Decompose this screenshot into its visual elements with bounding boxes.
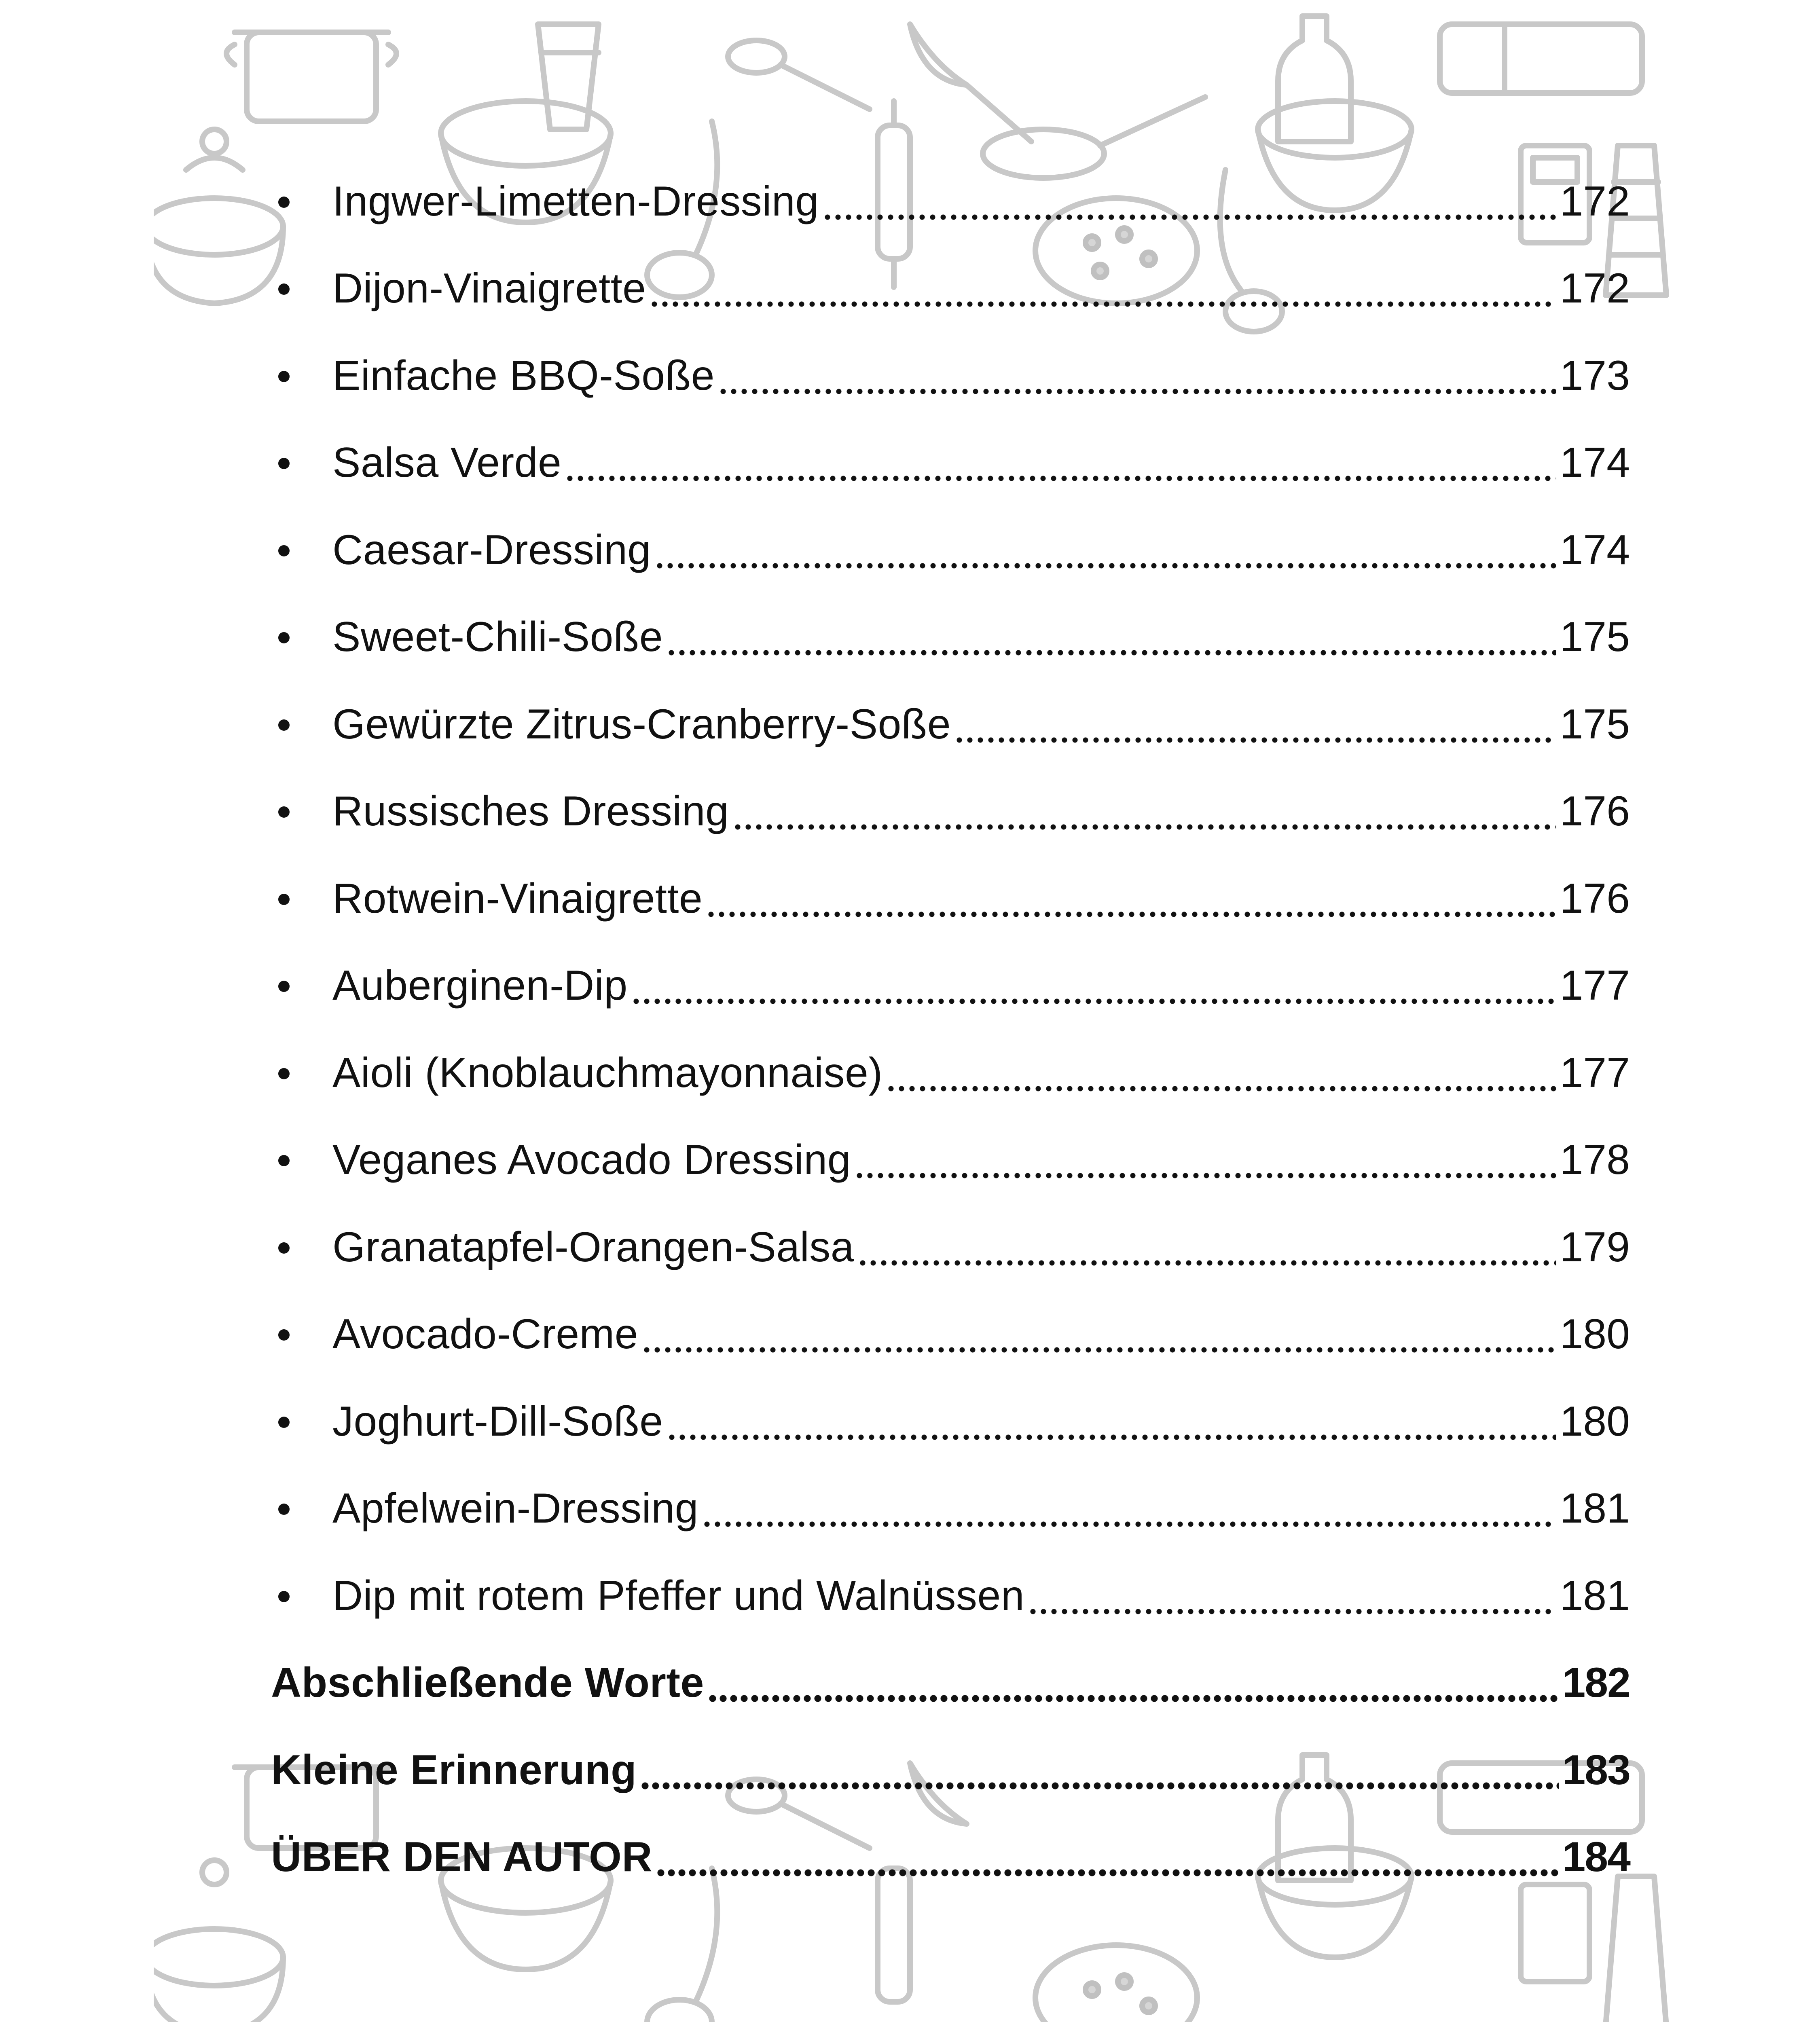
toc-entry-page: 176	[1560, 875, 1630, 922]
toc-entry-page: 177	[1560, 962, 1630, 1009]
toc-heading-page: 183	[1562, 1746, 1630, 1794]
bullet-icon	[278, 1504, 290, 1515]
toc-entry[interactable]	[271, 158, 1630, 245]
toc-entry[interactable]	[271, 1552, 1630, 1639]
toc-entry-title: Salsa Verde	[332, 439, 562, 486]
toc-heading-title: ÜBER DEN AUTOR	[271, 1834, 653, 1881]
toc-entry[interactable]	[271, 681, 1630, 768]
bullet-icon	[278, 371, 290, 382]
toc-entry-title: Avocado-Creme	[332, 1311, 639, 1358]
toc-entry-title: Einfache BBQ-Soße	[332, 352, 715, 399]
bullet-icon	[278, 632, 290, 643]
pot-icon	[226, 32, 396, 121]
toc-heading-title: Kleine Erinnerung	[271, 1746, 637, 1794]
toc-entry-title: Rotwein-Vinaigrette	[332, 875, 703, 922]
toc-entry[interactable]	[271, 768, 1630, 855]
dot-leader	[886, 1052, 1556, 1094]
toc-entry[interactable]	[271, 594, 1630, 681]
toc-entry-page: 180	[1560, 1398, 1630, 1445]
toc-entry-title: Auberginen-Dip	[332, 962, 628, 1009]
bullet-icon	[278, 1242, 290, 1254]
whisk-icon	[910, 24, 1031, 142]
toc-entry-page: 178	[1560, 1136, 1630, 1184]
toc-entry-page: 174	[1560, 439, 1630, 486]
toc-entry-title: Sweet-Chili-Soße	[332, 613, 663, 661]
dot-leader	[565, 442, 1556, 484]
toc-entry[interactable]	[271, 1291, 1630, 1378]
bullet-icon	[278, 197, 290, 208]
toc-entry-page: 174	[1560, 526, 1630, 573]
toc-entry[interactable]	[271, 1465, 1630, 1552]
dot-leader	[822, 180, 1557, 222]
toc-heading[interactable]	[271, 1726, 1630, 1814]
cooking-pot-icon	[154, 129, 283, 303]
dot-leader	[857, 1226, 1556, 1268]
spoon-icon	[728, 40, 870, 109]
toc-entry-title: Ingwer-Limetten-Dressing	[332, 178, 819, 225]
toc-heading[interactable]	[271, 1639, 1630, 1727]
toc-heading[interactable]	[271, 1814, 1630, 1901]
toc-entry[interactable]	[271, 1203, 1630, 1291]
toc-heading-page: 184	[1562, 1834, 1630, 1881]
dot-leader	[640, 1749, 1559, 1791]
bottle-icon	[1278, 16, 1351, 142]
dot-leader	[631, 964, 1557, 1007]
dot-leader	[854, 1139, 1556, 1181]
dot-leader	[667, 1400, 1557, 1442]
toc-entry-title: Gewürzte Zitrus-Cranberry-Soße	[332, 700, 951, 748]
bullet-icon	[278, 1417, 290, 1428]
toc-entry[interactable]	[271, 245, 1630, 332]
toc-entry[interactable]	[271, 332, 1630, 419]
toc-entry[interactable]	[271, 506, 1630, 594]
bullet-icon	[278, 458, 290, 469]
toc-entry-page: 172	[1560, 265, 1630, 312]
toc-entry-page: 181	[1560, 1572, 1630, 1619]
toc-entry-page: 175	[1560, 700, 1630, 748]
bullet-icon	[278, 981, 290, 992]
bullet-icon	[278, 1591, 290, 1602]
cooking-pot-icon	[154, 1860, 283, 2022]
toc-heading-title: Abschließende Worte	[271, 1659, 704, 1707]
dot-leader	[718, 355, 1557, 397]
springform-icon	[1440, 24, 1642, 93]
dot-leader	[706, 878, 1556, 920]
toc-entry-page: 176	[1560, 788, 1630, 835]
toc-entry[interactable]	[271, 419, 1630, 507]
toc-entry[interactable]	[271, 1378, 1630, 1465]
toc-entry-title: Dip mit rotem Pfeffer und Walnüssen	[332, 1572, 1025, 1619]
dot-leader	[656, 1836, 1559, 1878]
dot-leader	[707, 1662, 1559, 1704]
toc-entry-title: Aioli (Knoblauchmayonnaise)	[332, 1049, 883, 1096]
toc-entry-title: Russisches Dressing	[332, 788, 729, 835]
toc-entry[interactable]	[271, 855, 1630, 942]
dot-leader	[641, 1313, 1556, 1355]
dot-leader	[666, 616, 1556, 658]
dot-leader	[649, 267, 1556, 309]
dot-leader	[732, 790, 1557, 832]
table-of-contents	[271, 158, 1630, 1901]
dot-leader	[954, 703, 1556, 745]
toc-entry[interactable]	[271, 1029, 1630, 1117]
toc-entry-title: Granatapfel-Orangen-Salsa	[332, 1223, 855, 1271]
toc-entry-page: 175	[1560, 613, 1630, 661]
toc-entry[interactable]	[271, 1117, 1630, 1204]
toc-entry-page: 173	[1560, 352, 1630, 399]
bullet-icon	[278, 545, 290, 556]
dot-leader	[654, 529, 1557, 571]
toc-entry[interactable]	[271, 942, 1630, 1030]
bullet-icon	[278, 806, 290, 818]
bullet-icon	[278, 1068, 290, 1079]
toc-entry-page: 177	[1560, 1049, 1630, 1096]
bullet-icon	[278, 1155, 290, 1166]
bullet-icon	[278, 283, 290, 295]
toc-entry-title: Joghurt-Dill-Soße	[332, 1398, 663, 1445]
dot-leader	[1028, 1575, 1556, 1617]
toc-entry-title: Caesar-Dressing	[332, 526, 651, 573]
bullet-icon	[278, 894, 290, 905]
bullet-icon	[278, 1329, 290, 1341]
toc-entry-page: 172	[1560, 178, 1630, 225]
toc-entry-title: Apfelwein-Dressing	[332, 1485, 698, 1532]
toc-entry-page: 181	[1560, 1485, 1630, 1532]
dot-leader	[702, 1487, 1557, 1529]
bullet-icon	[278, 719, 290, 731]
toc-entry-title: Dijon-Vinaigrette	[332, 265, 646, 312]
toc-heading-page: 182	[1562, 1659, 1630, 1707]
colander-icon	[1035, 1945, 1197, 2022]
toc-entry-page: 180	[1560, 1311, 1630, 1358]
toc-entry-title: Veganes Avocado Dressing	[332, 1136, 851, 1184]
toc-entry-page: 179	[1560, 1223, 1630, 1271]
